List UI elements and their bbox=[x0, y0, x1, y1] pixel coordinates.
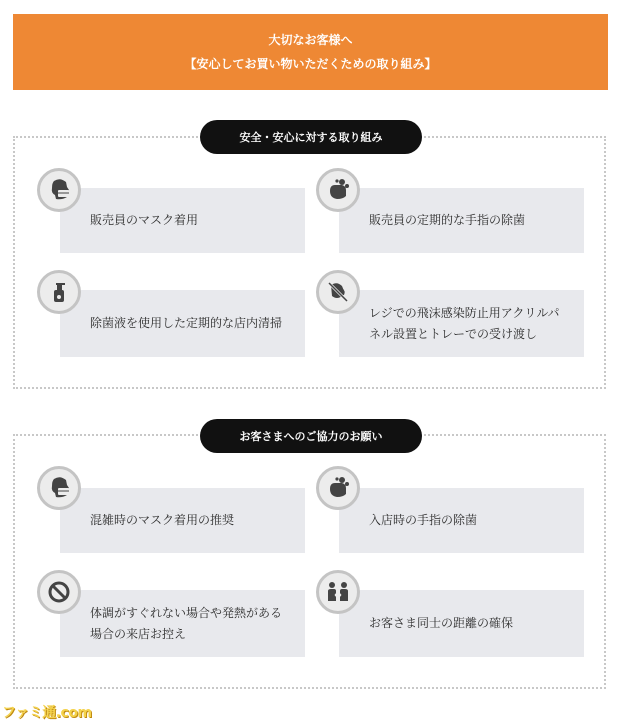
list-item: お客さま同士の距離の確保 bbox=[339, 590, 584, 657]
safety-measures-heading: 安全・安心に対する取り組み bbox=[200, 120, 422, 154]
list-item: 販売員のマスク着用 bbox=[60, 188, 305, 253]
no-droplet-icon bbox=[316, 270, 360, 314]
list-item: 混雑時のマスク着用の推奨 bbox=[60, 488, 305, 553]
banner-title: 大切なお客様へ bbox=[268, 33, 353, 47]
site-watermark: ファミ通.com bbox=[2, 705, 92, 721]
mask-face-icon bbox=[37, 168, 81, 212]
list-item: 販売員の定期的な手指の除菌 bbox=[339, 188, 584, 253]
prohibited-icon bbox=[37, 570, 81, 614]
hand-sanitize-icon bbox=[316, 168, 360, 212]
spray-bottle-icon bbox=[37, 270, 81, 314]
hand-sanitize-icon bbox=[316, 466, 360, 510]
mask-face-icon bbox=[37, 466, 81, 510]
distance-icon bbox=[316, 570, 360, 614]
list-item: レジでの飛沫感染防止用アクリルパネル設置とトレーでの受け渡し bbox=[339, 290, 584, 357]
list-item: 体調がすぐれない場合や発熱がある場合の来店お控え bbox=[60, 590, 305, 657]
banner-subtitle: 【安心してお買い物いただくための取り組み】 bbox=[184, 57, 437, 71]
list-item: 除菌液を使用した定期的な店内清掃 bbox=[60, 290, 305, 357]
list-item: 入店時の手指の除菌 bbox=[339, 488, 584, 553]
header-banner bbox=[13, 14, 608, 90]
customer-requests-heading: お客さまへのご協力のお願い bbox=[200, 419, 422, 453]
